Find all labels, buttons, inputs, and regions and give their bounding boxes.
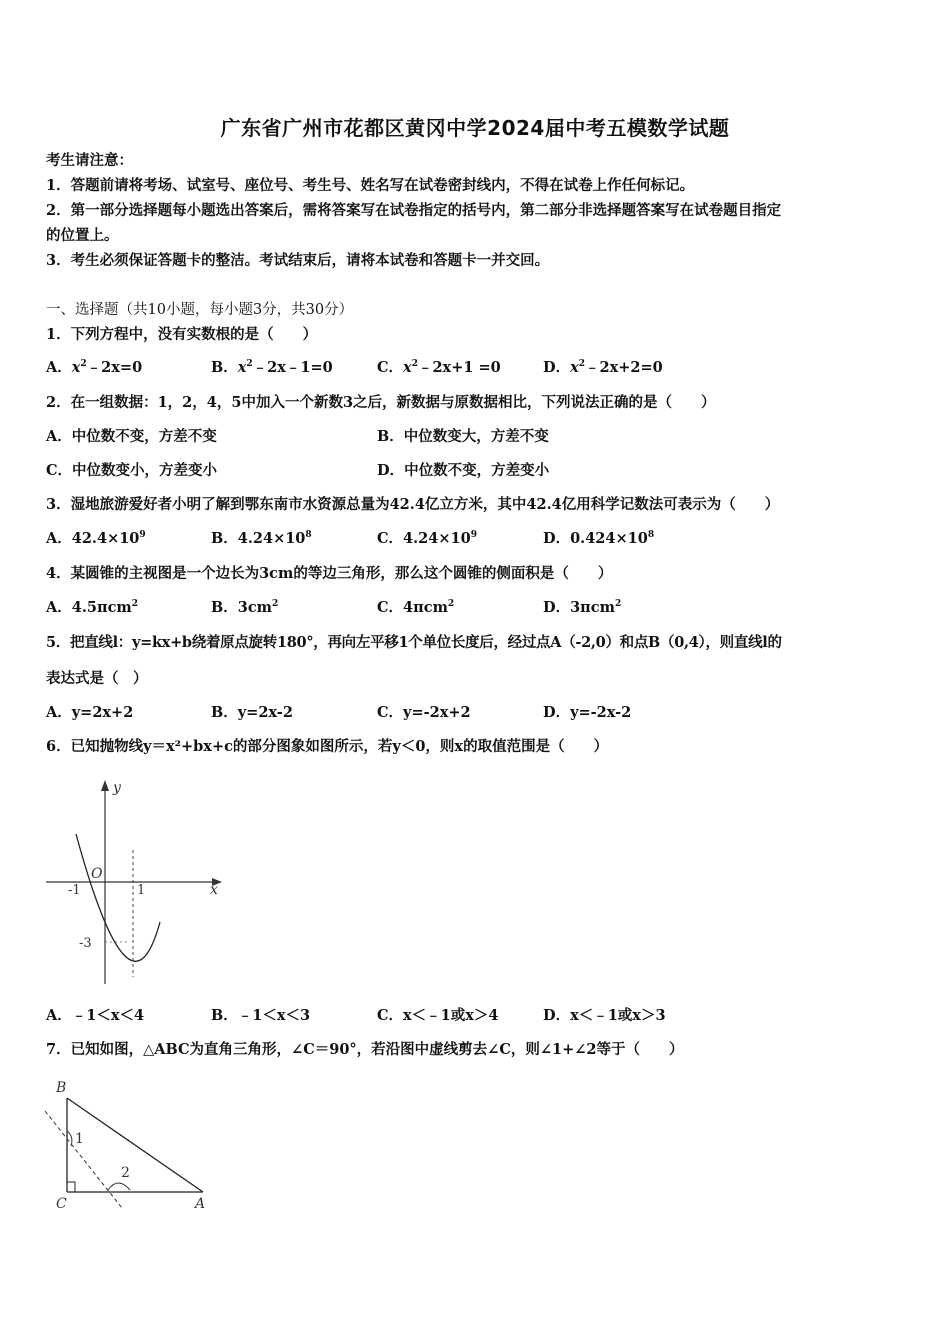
q6-option-c: C．x＜﹣1或x＞4 [377, 1007, 499, 1024]
angle-1-label: 1 [75, 1131, 84, 1147]
q1-b-rest: ﹣2x﹣1=0 [252, 359, 333, 376]
q1-option-c [377, 358, 501, 378]
q2-option-b: B．中位数变大，方差不变 [377, 428, 549, 445]
q4-b-text: B．3cm [211, 599, 273, 616]
triangle-figure [40, 1076, 220, 1216]
q4-option-c [377, 598, 454, 618]
q4-b-exp: 2 [272, 599, 279, 609]
origin-label: O [91, 866, 103, 882]
notice-item-2: 2．第一部分选择题每小题选出答案后，需将答案写在试卷指定的括号内，第二部分非选择题答案写在试卷题目指定 [46, 202, 782, 219]
q6-stem: 6．已知抛物线y＝x²+bx+c的部分图象如图所示，若y＜0，则x的取值范围是（ ） [46, 738, 609, 755]
q3-d-exp: 8 [647, 530, 655, 540]
q1-b-var: x [237, 359, 247, 376]
q4-c-exp: 2 [447, 599, 455, 609]
q3-c-exp: 9 [470, 530, 477, 540]
q1-a-label: A． [46, 359, 72, 376]
q4-option-d [543, 598, 621, 618]
notice-heading: 考生请注意： [46, 152, 133, 169]
q3-c-text: C．4.24×10 [377, 530, 471, 547]
q1-stem: 1．下列方程中，没有实数根的是（ ） [46, 326, 318, 343]
q1-d-label: D． [543, 359, 571, 376]
q3-option-a [46, 529, 146, 549]
q1-b-exp: 2 [246, 359, 253, 369]
q1-option-d [543, 358, 663, 378]
exam-title: 广东省广州市花都区黄冈中学2024届中考五模数学试题 [220, 116, 730, 140]
q5-option-b: B．y=2x-2 [211, 704, 293, 721]
q6-option-d: D．x＜﹣1或x＞3 [543, 1007, 666, 1024]
q3-option-d [543, 529, 654, 549]
q2-option-d: D．中位数不变，方差变小 [377, 462, 550, 479]
q3-option-c [377, 529, 477, 549]
q1-a-exp: 2 [80, 359, 87, 369]
q5-option-c: C．y=-2x+2 [377, 704, 471, 721]
vertex-a: A [195, 1196, 206, 1212]
q7-stem: 7．已知如图，△ABC为直角三角形，∠C＝90°，若沿图中虚线剪去∠C，则∠1+∠2等于（ ） [46, 1041, 684, 1058]
q1-d-var: x [570, 359, 579, 376]
q5-option-a: A．y=2x+2 [46, 704, 134, 721]
q4-option-a [46, 598, 138, 618]
q1-c-rest: ﹣2x+1 =0 [417, 359, 501, 376]
q6-option-b: B．﹣1＜x＜3 [211, 1007, 311, 1024]
q1-b-label: B． [211, 359, 238, 376]
q4-c-text: C．4πcm [377, 599, 448, 616]
q4-d-text: D．3πcm [543, 599, 615, 616]
q4-a-exp: 2 [131, 599, 139, 609]
angle-2-label: 2 [121, 1165, 130, 1181]
q1-d-rest: ﹣2x+2=0 [585, 359, 663, 376]
q1-c-label: C． [377, 359, 404, 376]
q1-d-exp: 2 [578, 359, 585, 369]
q2-stem: 2．在一组数据：1，2，4，5中加入一个新数3之后，新数据与原数据相比，下列说法正确的是（ ） [46, 394, 716, 411]
q1-c-var: x [403, 359, 412, 376]
q3-b-text: B．4.24×10 [211, 530, 306, 547]
q5-option-d: D．y=-2x-2 [543, 704, 632, 721]
vertex-b: B [56, 1080, 67, 1096]
q3-option-b [211, 529, 312, 549]
q5-stem: 5．把直线l：y=kx+b绕着原点旋转180°，再向左平移1个单位长度后，经过点A（-2,0）和点B（0,4），则直线l的 [46, 634, 782, 651]
q3-b-exp: 8 [305, 530, 312, 540]
cut-line [45, 1111, 122, 1208]
y-axis-label: y [113, 780, 121, 796]
notice-item-1: 1．答题前请将考场、试室号、座位号、考生号、姓名写在试卷密封线内，不得在试卷上作任何标记。 [46, 177, 695, 194]
q6-option-a: A．﹣1＜x＜4 [46, 1007, 145, 1024]
side-ab [67, 1098, 203, 1192]
q1-option-a [46, 358, 142, 378]
q4-d-exp: 2 [614, 599, 622, 609]
q1-a-rest: ﹣2x=0 [86, 359, 143, 376]
q4-a-text: A．4.5πcm [46, 599, 132, 616]
angle-1-arc [67, 1131, 72, 1146]
q1-c-exp: 2 [411, 359, 418, 369]
q1-option-b [211, 358, 333, 378]
vertex-c: C [56, 1196, 67, 1212]
notice-item-2-cont: 的位置上。 [46, 227, 119, 244]
q3-d-text: D．0.424×10 [543, 530, 648, 547]
tick-neg1: -1 [68, 883, 81, 898]
section-heading: 一、选择题（共10小题，每小题3分，共30分） [46, 302, 354, 318]
x-axis-label: x [210, 882, 218, 898]
notice-item-3: 3．考生必须保证答题卡的整洁。考试结束后，请将本试卷和答题卡一并交回。 [46, 252, 550, 269]
tick-1: 1 [137, 883, 146, 898]
q1-a-var: x [71, 359, 81, 376]
y-axis-arrow [101, 780, 109, 791]
q2-option-a: A．中位数不变，方差不变 [46, 428, 217, 445]
parabola-graph [40, 772, 230, 987]
q3-a-text: A．42.4×10 [46, 530, 140, 547]
q3-stem: 3．湿地旅游爱好者小明了解到鄂东南市水资源总量为42.4亿立方米，其中42.4亿用科学记数法可表示为（ ） [46, 496, 780, 513]
q5-stem-cont: 表达式是（ ） [46, 670, 148, 687]
q4-stem: 4．某圆锥的主视图是一个边长为3cm的等边三角形，那么这个圆锥的侧面积是（ ） [46, 565, 613, 582]
q3-a-exp: 9 [139, 530, 146, 540]
angle-2-arc [108, 1183, 130, 1190]
tick-neg3: -3 [79, 936, 92, 951]
q2-option-c: C．中位数变小，方差变小 [46, 462, 218, 479]
right-angle-mark [67, 1182, 75, 1192]
q4-option-b [211, 598, 278, 618]
